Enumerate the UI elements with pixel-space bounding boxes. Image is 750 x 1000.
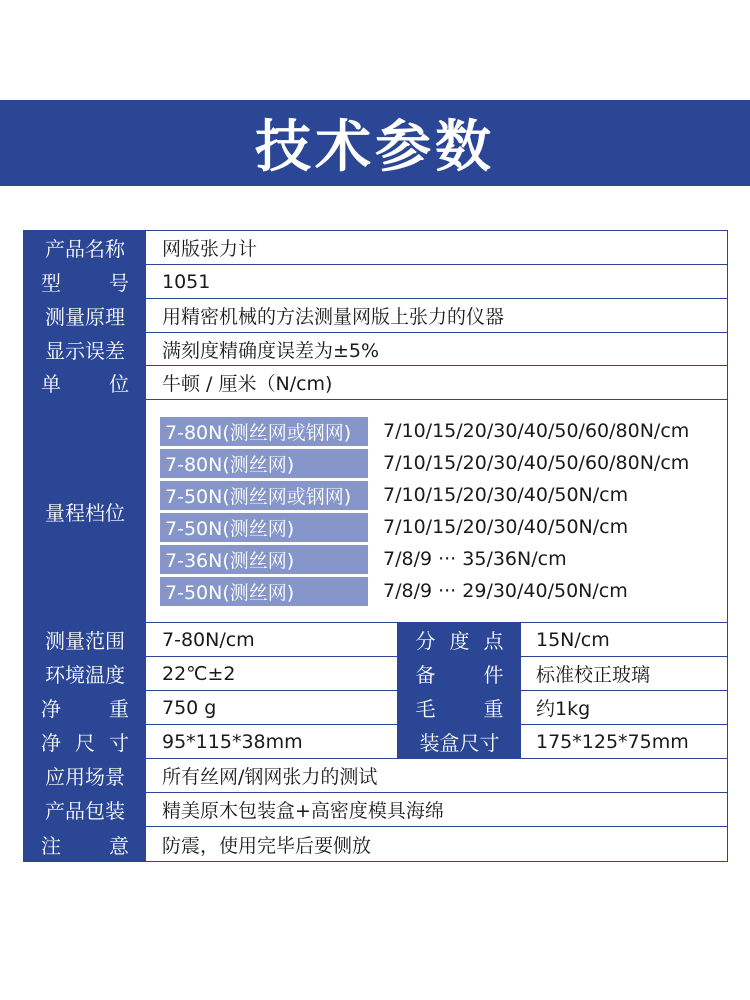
label-product-name: 产品名称 bbox=[24, 231, 147, 264]
range-values: 7/10/15/20/30/40/50N/cm bbox=[383, 484, 629, 506]
title-banner bbox=[0, 100, 750, 186]
value-principle: 用精密机械的方法测量网版上张力的仪器 bbox=[162, 306, 505, 328]
row-range bbox=[24, 400, 727, 623]
range-name: 7-50N(测丝网或钢网) bbox=[160, 481, 368, 510]
value-net-size: 95*115*38mm bbox=[147, 725, 398, 758]
label-gross-weight: 毛 重 bbox=[398, 691, 521, 724]
row-error bbox=[24, 333, 727, 366]
range-values: 7/10/15/20/30/40/50/60/80N/cm bbox=[383, 452, 690, 474]
label-unit: 单 位 bbox=[24, 366, 147, 399]
range-item bbox=[160, 447, 727, 479]
label-spare: 备 件 bbox=[398, 657, 521, 690]
label-net-weight: 净 重 bbox=[24, 691, 147, 724]
range-name: 7-80N(测丝网或钢网) bbox=[160, 417, 368, 446]
label-application: 应用场景 bbox=[24, 759, 147, 792]
value-spare: 标准校正玻璃 bbox=[536, 664, 651, 686]
range-name: 7-80N(测丝网) bbox=[160, 449, 368, 478]
range-item bbox=[160, 543, 727, 575]
value-error: 满刻度精确度误差为±5% bbox=[162, 339, 380, 362]
row-env-temp bbox=[24, 657, 727, 691]
range-name: 7-36N(测丝网) bbox=[160, 545, 368, 574]
value-packaging: 精美原木包装盒+高密度模具海绵 bbox=[162, 800, 444, 822]
label-model: 型 号 bbox=[24, 265, 147, 298]
spec-table bbox=[23, 230, 728, 862]
range-item bbox=[160, 575, 727, 607]
range-item bbox=[160, 479, 727, 511]
row-application bbox=[24, 759, 727, 793]
value-box-size: 175*125*75mm bbox=[536, 730, 689, 753]
range-values: 7/10/15/20/30/40/50N/cm bbox=[383, 516, 629, 538]
value-measure-range: 7-80N/cm bbox=[147, 623, 398, 656]
label-net-size: 净 尺 寸 bbox=[24, 725, 147, 758]
range-values: 7/8/9 ··· 35/36N/cm bbox=[383, 548, 567, 570]
range-name: 7-50N(测丝网) bbox=[160, 577, 368, 606]
label-principle: 测量原理 bbox=[24, 299, 147, 332]
value-env-temp: 22℃±2 bbox=[147, 657, 398, 690]
row-unit bbox=[24, 366, 727, 400]
label-division: 分 度 点 bbox=[398, 623, 521, 656]
value-notice: 防震，使用完毕后要侧放 bbox=[162, 834, 372, 857]
range-item bbox=[160, 415, 727, 447]
value-product-name: 网版张力计 bbox=[162, 238, 258, 260]
value-application: 所有丝网/钢网张力的测试 bbox=[162, 766, 378, 788]
value-model: 1051 bbox=[162, 270, 211, 293]
range-values: 7/10/15/20/30/40/50/60/80N/cm bbox=[383, 420, 690, 442]
label-error: 显示误差 bbox=[24, 333, 147, 365]
label-range: 量程档位 bbox=[24, 400, 147, 622]
value-division: 15N/cm bbox=[536, 628, 610, 651]
range-list bbox=[147, 400, 727, 622]
label-packaging: 产品包装 bbox=[24, 793, 147, 826]
row-weight bbox=[24, 691, 727, 725]
row-packaging bbox=[24, 793, 727, 827]
value-net-weight: 750 g bbox=[147, 691, 398, 724]
label-measure-range: 测量范围 bbox=[24, 623, 147, 656]
row-model bbox=[24, 265, 727, 299]
range-values: 7/8/9 ··· 29/30/40/50N/cm bbox=[383, 580, 628, 602]
row-measure-range bbox=[24, 623, 727, 657]
label-notice: 注 意 bbox=[24, 827, 147, 861]
label-box-size: 装盒尺寸 bbox=[398, 725, 521, 758]
row-size bbox=[24, 725, 727, 759]
row-product-name bbox=[24, 231, 727, 265]
page-title: 技术参数 bbox=[255, 115, 495, 180]
row-notice bbox=[24, 827, 727, 861]
range-item bbox=[160, 511, 727, 543]
value-unit: 牛顿 / 厘米（N/cm) bbox=[162, 373, 333, 395]
value-gross-weight: 约1kg bbox=[536, 698, 591, 720]
range-name: 7-50N(测丝网) bbox=[160, 513, 368, 542]
label-env-temp: 环境温度 bbox=[24, 657, 147, 690]
row-principle bbox=[24, 299, 727, 333]
